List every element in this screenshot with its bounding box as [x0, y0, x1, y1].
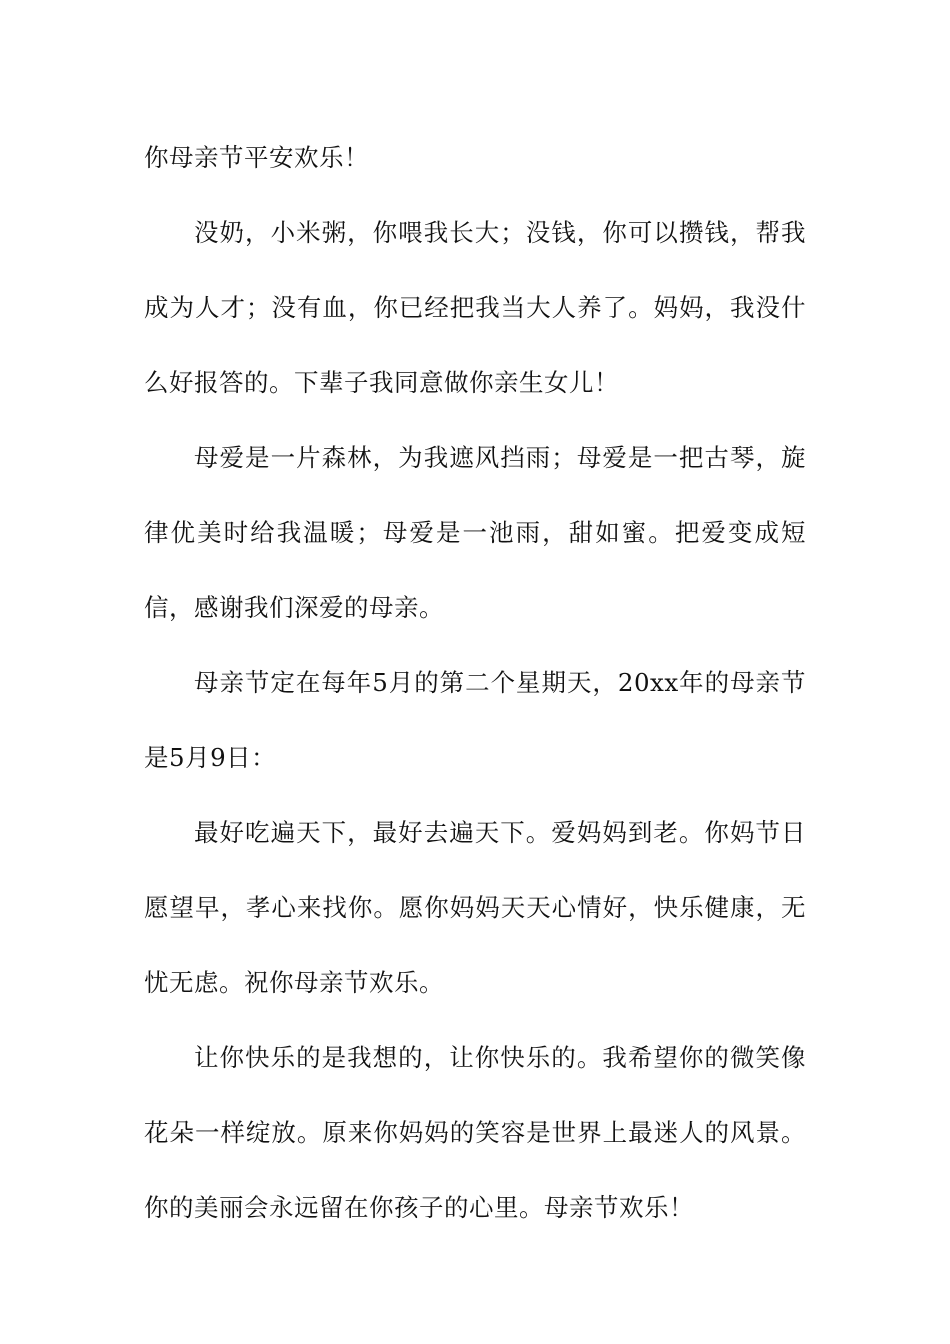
paragraph-1: 你母亲节平安欢乐！ [144, 143, 369, 172]
paragraph-3: 母爱是一片森林，为我遮风挡雨；母爱是一把古琴，旋律优美时给我温暖；母爱是一池雨，甜如蜜。把爱变成短信，感谢我们深爱的母亲。 [144, 443, 806, 622]
paragraph-5: 最好吃遍天下，最好去遍天下。爱妈妈到老。你妈节日愿望早，孝心来找你。愿你妈妈天天心情好，快乐健康，无忧无虑。祝你母亲节欢乐。 [144, 818, 806, 997]
document-body [144, 120, 806, 1245]
paragraph-2: 没奶，小米粥，你喂我长大；没钱，你可以攒钱，帮我成为人才；没有血，你已经把我当大人养了。妈妈，我没什么好报答的。下辈子我同意做你亲生女儿！ [144, 218, 806, 397]
paragraph-4: 母亲节定在每年5月的第二个星期天，20xx年的母亲节是5月9日： [144, 668, 806, 772]
paragraph-6: 让你快乐的是我想的，让你快乐的。我希望你的微笑像花朵一样绽放。原来你妈妈的笑容是世界上最迷人的风景。你的美丽会永远留在你孩子的心里。母亲节欢乐！ [144, 1043, 806, 1222]
